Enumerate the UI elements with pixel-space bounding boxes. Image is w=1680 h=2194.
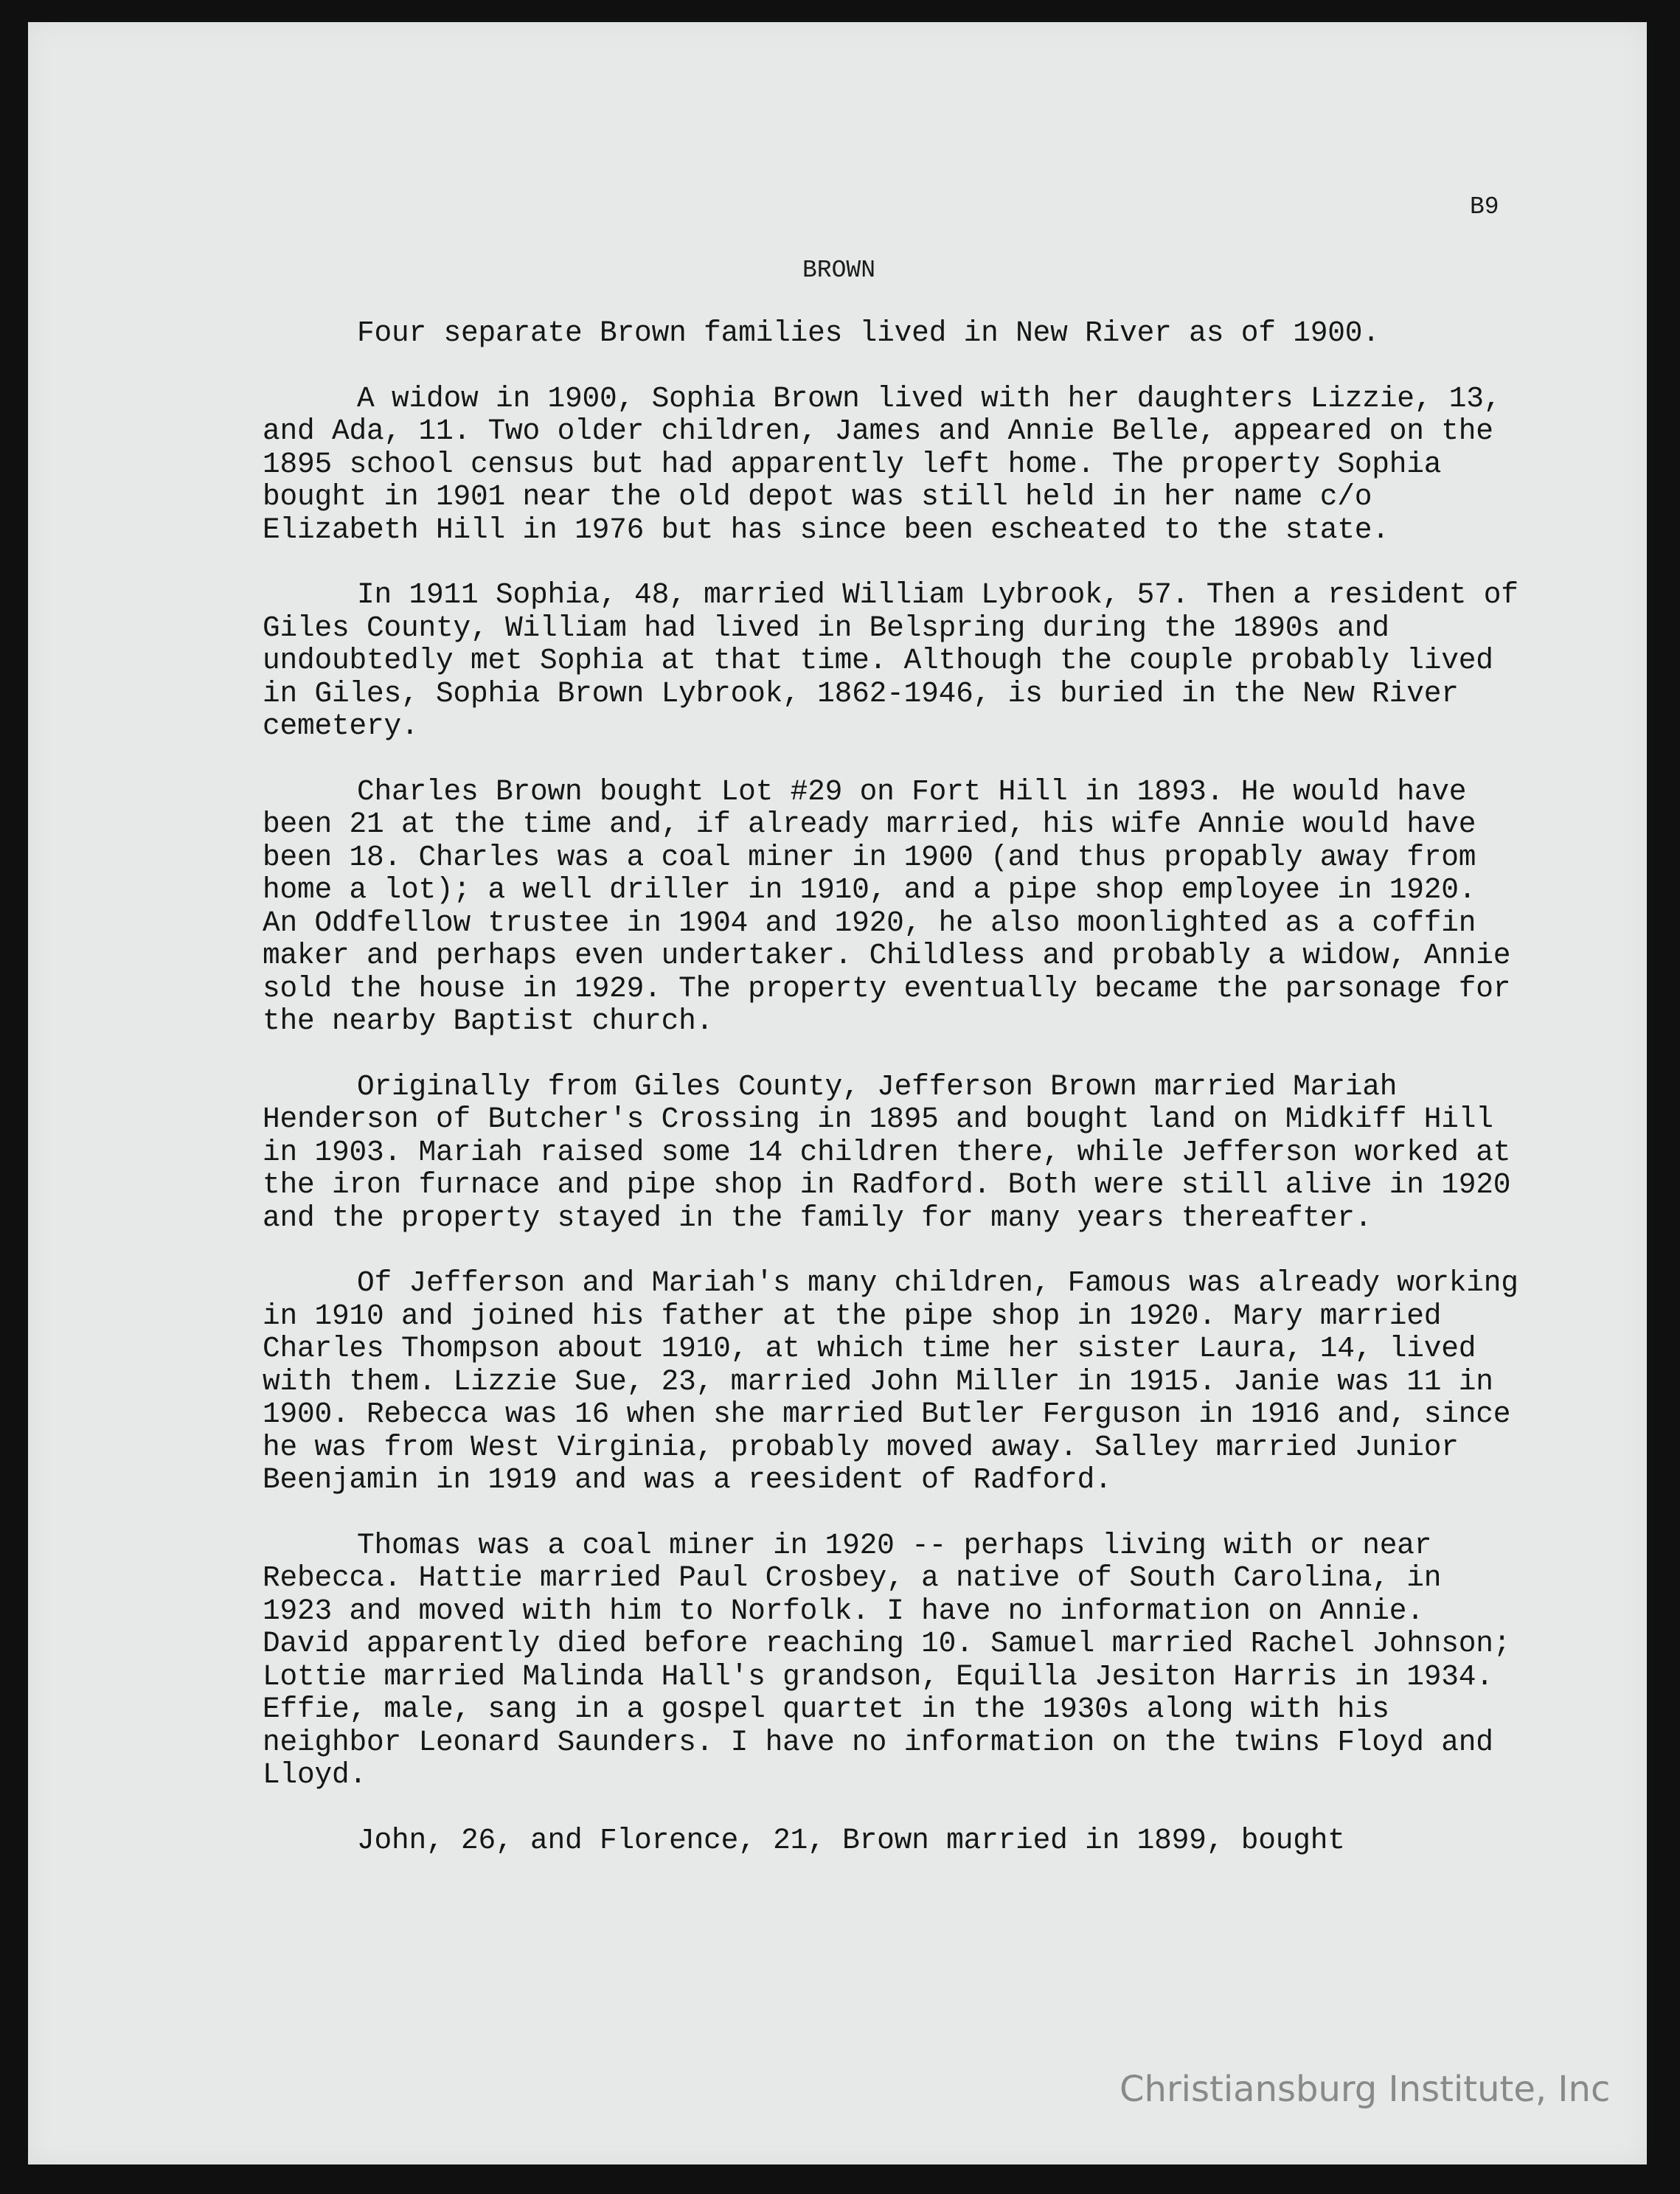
page-title: BROWN xyxy=(802,257,876,284)
paragraph-3: In 1911 Sophia, 48, married William Lybrook, 57. Then a resident of Giles County, William had lived in Belspring during the 1890s and undoubtedly met Sophia at that time. Although the couple probably lived in Giles, Sophia Brown Lybrook, 1862-1946, is buried in the New River cemetery. xyxy=(263,578,1518,743)
paragraph-4: Charles Brown bought Lot #29 on Fort Hill in 1893. He would have been 21 at the time and, if already married, his wife Annie would have been 18. Charles was a coal miner in 1900 (and thus propably away from home a lot); a well driller in 1910, and a pipe shop employee in 1920. An Oddfellow trustee in 1904 and 1920, he also moonlighted as a coffin maker and perhaps even undertaker. Childless and probably a widow, Annie sold the house in 1929. The property eventually became the parsonage for the nearby Baptist church. xyxy=(263,774,1511,1038)
body-text xyxy=(263,317,1527,1889)
paragraph-1: Four separate Brown families lived in New River as of 1900. xyxy=(357,316,1380,350)
page-number: B9 xyxy=(1470,193,1499,221)
watermark: Christiansburg Institute, Inc xyxy=(1120,2069,1611,2110)
paragraph-6: Of Jefferson and Mariah's many children, Famous was already working in 1910 and joined his father at the pipe shop in 1920. Mary married Charles Thompson about 1910, at which time her sister Laura, 14, lived with them. Lizzie Sue, 23, married John Miller in 1915. Janie was 11 in 1900. Rebecca was 16 when she married Butler Ferguson in 1916 and, since he was from West Virginia, probably moved away. Salley married Junior Beenjamin in 1919 and was a reesident of Radford. xyxy=(263,1266,1518,1496)
paragraph-2: A widow in 1900, Sophia Brown lived with her daughters Lizzie, 13, and Ada, 11. Two older children, James and Annie Belle, appeared on the 1895 school census but had apparently left home. The property Sophia bought in 1901 near the old depot was still held in her name c/o Elizabeth Hill in 1976 but has since been escheated to the state. xyxy=(263,381,1502,546)
paragraph-8: John, 26, and Florence, 21, Brown married in 1899, bought xyxy=(357,1823,1345,1857)
document-page xyxy=(28,22,1647,2165)
paragraph-7: Thomas was a coal miner in 1920 -- perhaps living with or near Rebecca. Hattie married Paul Crosbey, a native of South Carolina, in 1923 and moved with him to Norfolk. I have no information on Annie. David apparently died before reaching 10. Samuel married Rachel Johnson; Lottie married Malinda Hall's grandson, Equilla Jesiton Harris in 1934. Effie, male, sang in a gospel quartet in the 1930s along with his neighbor Leonard Saunders. I have no information on the twins Floyd and Lloyd. xyxy=(263,1528,1511,1791)
paragraph-5: Originally from Giles County, Jefferson Brown married Mariah Henderson of Butcher's Crossing in 1895 and bought land on Midkiff Hill in 1903. Mariah raised some 14 children there, while Jefferson worked at the iron furnace and pipe shop in Radford. Both were still alive in 1920 and the property stayed in the family for many years thereafter. xyxy=(263,1069,1511,1235)
